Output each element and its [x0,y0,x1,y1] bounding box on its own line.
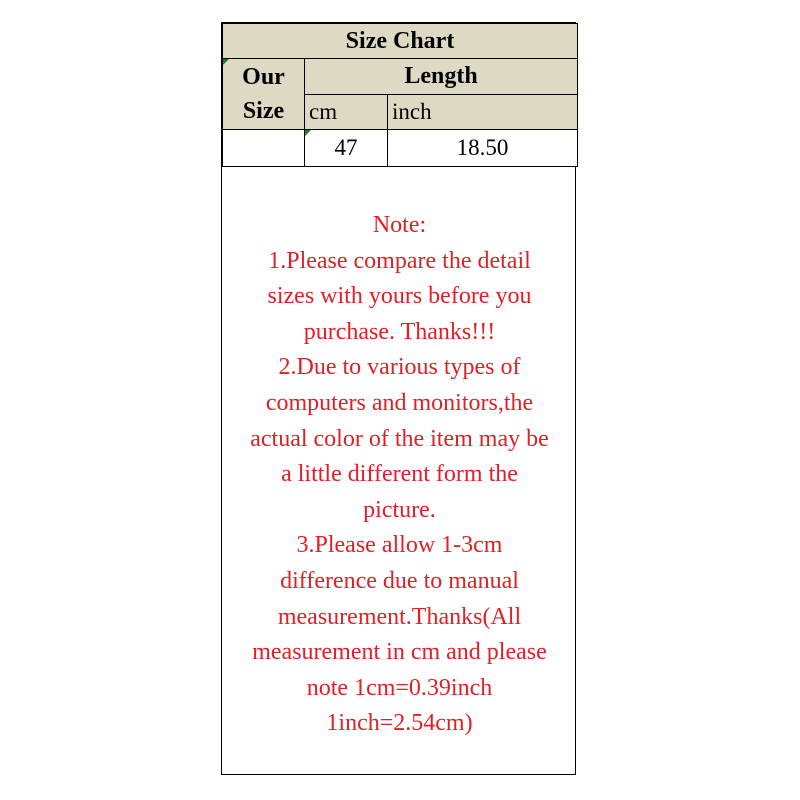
note-title: Note: [372,212,427,238]
inch-value-cell: 18.50 [388,130,578,167]
table-row [223,130,578,167]
length-header: Length [305,59,578,95]
cell-comment-marker [223,59,229,65]
unit-cm-header: cm [305,95,388,130]
note-line: picture. [363,496,436,523]
note-line: difference due to manual [280,567,519,594]
note-line: 1inch=2.54cm) [326,710,473,737]
note-line: note 1cm=0.39inch [306,674,493,701]
cm-value: 47 [334,135,358,160]
note-line: a little different form the [281,461,518,488]
length-header-row [223,59,578,95]
note-line: purchase. Thanks!!! [303,318,496,345]
note-line: measurement in cm and please [252,639,547,666]
note-line: measurement.Thanks(All [277,603,522,630]
our-size-label-line1: Our [242,64,285,90]
note-line: 1.Please compare the detail [268,247,531,274]
note-line: 3.Please allow 1-3cm [296,532,503,559]
unit-inch-header: inch [388,95,578,130]
note-line: computers and monitors,the [265,389,534,416]
note-line: actual color of the item may be [250,425,549,452]
size-chart-table [222,23,578,167]
table-title: Size Chart [223,24,578,59]
size-chart-sheet [221,22,576,775]
title-row [223,24,578,59]
our-size-label-line2: Size [242,98,285,124]
our-size-cell [223,130,305,167]
cm-value-cell [305,130,388,167]
cell-comment-marker [305,130,311,136]
note-block [222,208,577,742]
note-line: 2.Due to various types of [278,354,521,381]
our-size-header [223,59,305,130]
note-line: sizes with yours before you [267,283,532,310]
